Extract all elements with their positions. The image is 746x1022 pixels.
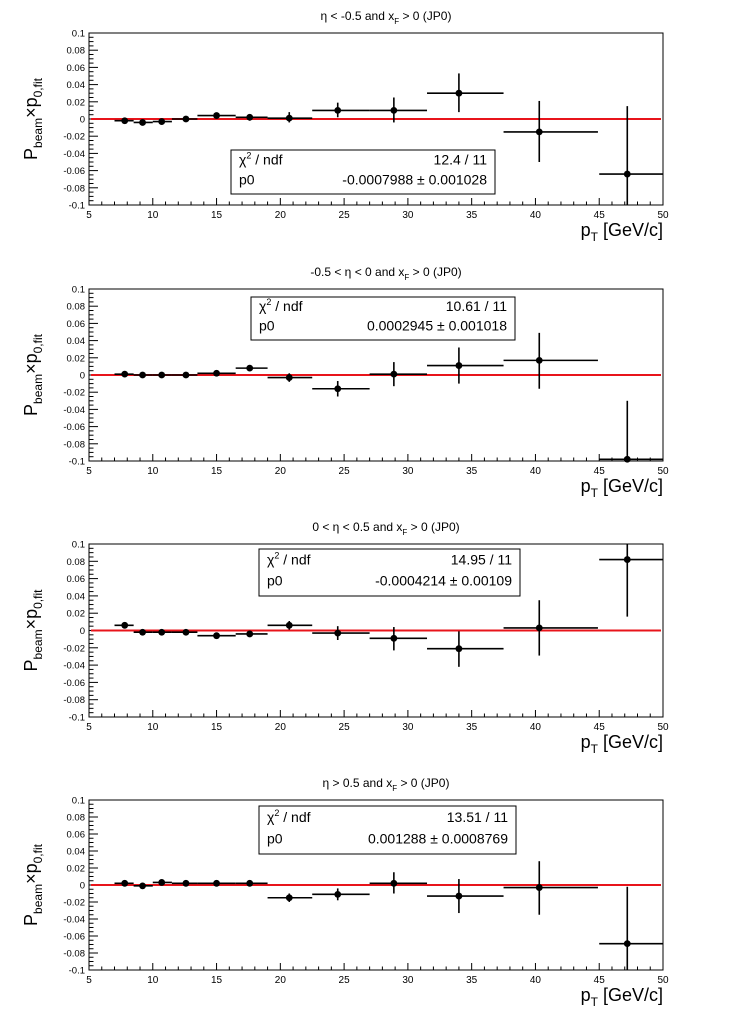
y-tick-label: 0.02 bbox=[66, 863, 85, 875]
x-tick-label: 25 bbox=[338, 210, 350, 221]
x-tick-label: 35 bbox=[466, 210, 478, 221]
x-tick-label: 50 bbox=[657, 722, 669, 733]
y-axis-title: $P_{beam}\times p_{0,fit}$ bbox=[21, 334, 45, 416]
fit-stats-box bbox=[231, 150, 495, 194]
data-point bbox=[599, 544, 663, 617]
point-marker bbox=[286, 622, 293, 629]
x-axis-title: $p_T$ [GeV/c] bbox=[580, 476, 663, 500]
point-marker bbox=[121, 880, 128, 887]
y-tick-label: 0 bbox=[79, 114, 85, 126]
data-point bbox=[427, 73, 504, 112]
point-marker bbox=[456, 893, 463, 900]
y-tick-label: -0.1 bbox=[68, 965, 85, 977]
point-marker bbox=[456, 362, 463, 369]
x-tick-label: 10 bbox=[147, 466, 159, 477]
point-marker bbox=[213, 370, 220, 377]
x-tick-label: 5 bbox=[86, 975, 92, 986]
y-tick-label: -0.04 bbox=[63, 660, 85, 672]
x-tick-label: 5 bbox=[86, 722, 92, 733]
point-marker bbox=[121, 371, 128, 378]
point-marker bbox=[183, 629, 190, 636]
data-point bbox=[427, 631, 504, 666]
y-tick-label: 0.1 bbox=[71, 539, 85, 551]
y-tick-label: 0.02 bbox=[66, 608, 85, 620]
point-marker bbox=[158, 629, 165, 636]
x-axis-title: $p_T$ [GeV/c] bbox=[580, 220, 663, 244]
point-marker bbox=[121, 117, 128, 124]
point-marker bbox=[121, 622, 128, 629]
point-marker bbox=[286, 374, 293, 381]
data-point bbox=[370, 362, 427, 386]
chart-panel-2 bbox=[21, 265, 669, 500]
y-tick-label: 0.02 bbox=[66, 97, 85, 109]
data-point bbox=[504, 861, 598, 915]
y-tick-label: 0.08 bbox=[66, 556, 85, 568]
y-tick-label: -0.1 bbox=[68, 200, 85, 212]
data-point bbox=[115, 371, 134, 378]
stats-p0-label: p0 bbox=[239, 171, 255, 188]
x-tick-label: 35 bbox=[466, 466, 478, 477]
x-tick-label: 30 bbox=[402, 210, 414, 221]
point-marker bbox=[390, 635, 397, 642]
point-marker bbox=[183, 372, 190, 379]
point-marker bbox=[286, 894, 293, 901]
stats-p0-value: -0.0007988 ± 0.001028 bbox=[342, 171, 487, 188]
stats-p0-label: p0 bbox=[259, 317, 275, 334]
point-marker bbox=[213, 632, 220, 639]
stats-chi2-value: 13.51 / 11 bbox=[446, 808, 508, 825]
point-marker bbox=[246, 114, 253, 121]
point-marker bbox=[246, 365, 253, 372]
point-marker bbox=[246, 631, 253, 638]
y-tick-label: 0.06 bbox=[66, 62, 85, 74]
x-tick-label: 10 bbox=[147, 722, 159, 733]
chart-panel-1 bbox=[21, 9, 669, 244]
y-tick-label: -0.06 bbox=[63, 931, 85, 943]
y-tick-label: -0.04 bbox=[63, 914, 85, 926]
x-tick-label: 5 bbox=[86, 210, 92, 221]
y-tick-label: 0 bbox=[79, 880, 85, 892]
stats-p0-value: -0.0004214 ± 0.00109 bbox=[375, 572, 512, 589]
data-point bbox=[115, 622, 134, 629]
stats-chi2-label: $\chi^2$ / ndf bbox=[267, 807, 311, 825]
y-tick-label: 0.1 bbox=[71, 795, 85, 807]
x-tick-label: 40 bbox=[529, 210, 542, 221]
x-tick-label: 45 bbox=[593, 210, 605, 221]
data-point bbox=[268, 621, 313, 630]
stats-chi2-label: $\chi^2$ / ndf bbox=[239, 150, 283, 168]
x-tick-label: 20 bbox=[274, 466, 286, 477]
x-tick-label: 45 bbox=[593, 466, 605, 477]
x-tick-label: 45 bbox=[593, 722, 605, 733]
point-marker bbox=[456, 645, 463, 652]
stats-chi2-value: 12.4 / 11 bbox=[433, 151, 487, 168]
y-tick-label: 0 bbox=[79, 626, 85, 637]
y-tick-label: -0.08 bbox=[63, 183, 85, 195]
x-tick-label: 15 bbox=[210, 210, 223, 221]
data-point bbox=[134, 119, 153, 126]
x-tick-label: 15 bbox=[210, 722, 223, 733]
stats-chi2-label: $\chi^2$ / ndf bbox=[267, 550, 311, 568]
data-point bbox=[312, 103, 369, 118]
x-tick-label: 30 bbox=[402, 722, 414, 733]
y-tick-label: -0.04 bbox=[63, 404, 85, 416]
point-marker bbox=[158, 879, 165, 886]
point-marker bbox=[624, 556, 631, 563]
point-marker bbox=[334, 891, 341, 898]
x-tick-label: 35 bbox=[466, 975, 478, 986]
point-marker bbox=[246, 880, 253, 887]
y-tick-label: -0.02 bbox=[63, 131, 85, 143]
data-point bbox=[172, 116, 198, 123]
chart-title: -0.5 < η < 0 and $x_F > 0$ (JP0) bbox=[310, 265, 462, 282]
x-axis-title: $p_T$ [GeV/c] bbox=[580, 732, 663, 756]
point-marker bbox=[334, 385, 341, 392]
fit-stats-box bbox=[259, 549, 520, 596]
point-marker bbox=[158, 372, 165, 379]
y-tick-label: 0.04 bbox=[66, 846, 85, 858]
data-point bbox=[370, 872, 427, 893]
fit-stats-box bbox=[259, 806, 516, 854]
x-tick-label: 40 bbox=[529, 975, 542, 986]
point-marker bbox=[624, 940, 631, 947]
y-tick-label: 0.08 bbox=[66, 301, 85, 313]
data-point bbox=[312, 888, 369, 900]
data-point bbox=[153, 372, 172, 379]
data-point bbox=[236, 631, 268, 638]
data-point bbox=[312, 381, 369, 396]
point-marker bbox=[536, 884, 543, 891]
data-point bbox=[134, 372, 153, 379]
x-tick-label: 45 bbox=[593, 975, 605, 986]
y-tick-label: 0.04 bbox=[66, 591, 85, 603]
point-marker bbox=[183, 116, 190, 123]
x-tick-label: 20 bbox=[274, 975, 286, 986]
x-tick-label: 20 bbox=[274, 210, 286, 221]
stats-p0-value: 0.0002945 ± 0.001018 bbox=[366, 317, 507, 334]
chart-title: 0 < η < 0.5 and $x_F > 0$ (JP0) bbox=[312, 520, 460, 537]
y-tick-label: 0.06 bbox=[66, 574, 85, 586]
x-tick-label: 40 bbox=[529, 722, 542, 733]
y-tick-label: 0.08 bbox=[66, 812, 85, 824]
data-point bbox=[504, 333, 598, 389]
y-tick-label: 0.04 bbox=[66, 80, 85, 92]
chart-title: η > 0.5 and $x_F > 0$ (JP0) bbox=[322, 776, 450, 793]
y-axis-title: $P_{beam}\times p_{0,fit}$ bbox=[21, 589, 45, 672]
point-marker bbox=[334, 107, 341, 114]
point-marker bbox=[286, 115, 293, 122]
point-marker bbox=[624, 171, 631, 178]
point-marker bbox=[390, 107, 397, 114]
chart-title: η < -0.5 and $x_F > 0$ (JP0) bbox=[320, 9, 452, 26]
y-tick-label: 0.06 bbox=[66, 829, 85, 841]
data-point bbox=[599, 887, 663, 970]
x-tick-label: 25 bbox=[338, 975, 350, 986]
data-point bbox=[504, 600, 598, 655]
y-tick-label: 0.1 bbox=[71, 284, 85, 296]
point-marker bbox=[139, 119, 146, 126]
x-tick-label: 25 bbox=[338, 466, 350, 477]
point-marker bbox=[390, 371, 397, 378]
point-marker bbox=[139, 629, 146, 636]
point-marker bbox=[158, 118, 165, 125]
stats-p0-label: p0 bbox=[267, 830, 283, 847]
x-tick-label: 15 bbox=[210, 466, 223, 477]
x-tick-label: 50 bbox=[657, 975, 669, 986]
data-point bbox=[236, 365, 268, 372]
y-tick-label: 0.04 bbox=[66, 336, 85, 348]
point-marker bbox=[183, 880, 190, 887]
y-axis-title: $P_{beam}\times p_{0,fit}$ bbox=[21, 844, 45, 926]
y-tick-label: 0 bbox=[79, 370, 85, 382]
point-marker bbox=[139, 372, 146, 379]
fit-stats-box bbox=[251, 297, 515, 340]
y-tick-label: -0.08 bbox=[63, 948, 85, 960]
y-tick-label: 0.02 bbox=[66, 353, 85, 365]
x-tick-label: 40 bbox=[529, 466, 542, 477]
point-marker bbox=[390, 880, 397, 887]
y-tick-label: -0.02 bbox=[63, 643, 85, 655]
stats-p0-value: 0.001288 ± 0.0008769 bbox=[367, 830, 508, 847]
data-point bbox=[268, 894, 313, 903]
x-tick-label: 10 bbox=[147, 210, 159, 221]
data-point bbox=[312, 626, 369, 640]
stats-p0-label: p0 bbox=[267, 572, 283, 589]
point-marker bbox=[334, 630, 341, 637]
y-tick-label: -0.06 bbox=[63, 166, 85, 178]
x-tick-label: 50 bbox=[657, 466, 669, 477]
chart-panel-4 bbox=[21, 776, 669, 1009]
point-marker bbox=[536, 357, 543, 364]
x-axis-title: $p_T$ [GeV/c] bbox=[580, 985, 663, 1009]
x-tick-label: 10 bbox=[147, 975, 159, 986]
data-point bbox=[427, 347, 504, 383]
y-tick-label: -0.1 bbox=[68, 712, 85, 724]
point-marker bbox=[536, 625, 543, 632]
y-tick-label: -0.08 bbox=[63, 439, 85, 451]
x-tick-label: 30 bbox=[402, 975, 414, 986]
x-tick-label: 25 bbox=[338, 722, 350, 733]
point-marker bbox=[213, 880, 220, 887]
y-tick-label: -0.04 bbox=[63, 148, 85, 160]
data-point bbox=[599, 401, 663, 463]
data-point bbox=[197, 632, 235, 639]
data-point bbox=[172, 372, 198, 379]
chart-panel-3 bbox=[21, 520, 669, 756]
y-tick-label: 0.06 bbox=[66, 318, 85, 330]
data-point bbox=[197, 112, 235, 119]
y-tick-label: -0.06 bbox=[63, 422, 85, 434]
x-tick-label: 20 bbox=[274, 722, 286, 733]
point-marker bbox=[213, 112, 220, 119]
x-tick-label: 50 bbox=[657, 210, 669, 221]
data-point bbox=[504, 101, 598, 162]
stats-chi2-value: 10.61 / 11 bbox=[445, 298, 507, 315]
y-tick-label: -0.02 bbox=[63, 897, 85, 909]
y-axis-title: $P_{beam}\times p_{0,fit}$ bbox=[21, 78, 45, 160]
point-marker bbox=[139, 882, 146, 889]
stats-chi2-label: $\chi^2$ / ndf bbox=[259, 297, 303, 315]
point-marker bbox=[624, 456, 631, 463]
y-tick-label: -0.08 bbox=[63, 695, 85, 707]
data-point bbox=[268, 112, 313, 122]
y-tick-label: 0.08 bbox=[66, 45, 85, 57]
y-tick-label: -0.02 bbox=[63, 387, 85, 399]
x-tick-label: 5 bbox=[86, 466, 92, 477]
stats-chi2-value: 14.95 / 11 bbox=[450, 551, 512, 568]
x-tick-label: 35 bbox=[466, 722, 478, 733]
point-marker bbox=[456, 90, 463, 97]
y-tick-label: -0.06 bbox=[63, 677, 85, 689]
data-point bbox=[599, 106, 663, 205]
point-marker bbox=[536, 129, 543, 136]
y-tick-label: 0.1 bbox=[71, 28, 85, 40]
x-tick-label: 30 bbox=[402, 466, 414, 477]
x-tick-label: 15 bbox=[210, 975, 223, 986]
data-point bbox=[134, 882, 153, 889]
y-tick-label: -0.1 bbox=[68, 456, 85, 468]
